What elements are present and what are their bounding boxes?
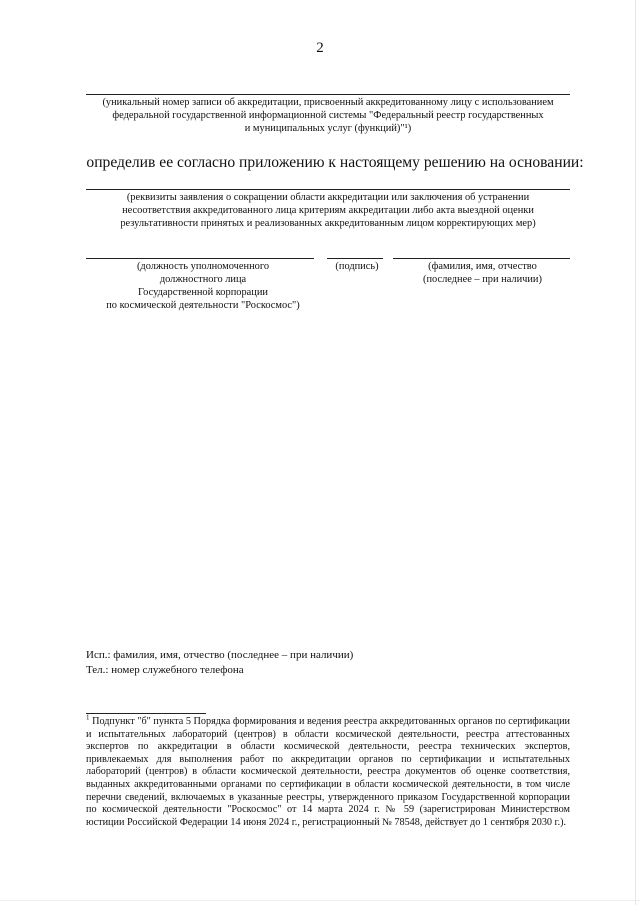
signature-sign-caption: (подпись): [335, 261, 379, 272]
scan-edge-right: [635, 0, 636, 905]
caption-line: федеральной государственной информационной системы "Федеральный реестр государственных: [112, 110, 544, 121]
accreditation-number-caption: [86, 96, 570, 135]
caption-line: (реквизиты заявления о сокращении области аккредитации или заключения об устранении: [126, 192, 530, 203]
signature-position-caption: [92, 260, 314, 312]
basis-caption: [86, 191, 570, 230]
executor-phone: Тел.: номер служебного телефона: [86, 664, 244, 676]
main-statement: определив ее согласно приложению к настоящему решению на основании:: [86, 154, 584, 171]
caption-line: и муниципальных услуг (функций)"¹): [244, 123, 412, 134]
signature-name-line: [393, 258, 570, 259]
footnote-separator: [86, 713, 206, 714]
caption-line: должностного лица: [159, 274, 247, 285]
executor-name: Исп.: фамилия, имя, отчество (последнее – при наличии): [86, 649, 354, 661]
caption-line: (фамилия, имя, отчество: [428, 261, 537, 272]
caption-line: (должность уполномоченного: [136, 261, 270, 272]
accreditation-number-line: [86, 94, 570, 95]
executor-block: [86, 648, 353, 678]
caption-line: Государственной корпорации: [138, 287, 268, 298]
footnote-marker: 1: [86, 713, 90, 722]
caption-line: несоответствия аккредитованного лица критериям аккредитации либо акта выездной оценки: [122, 205, 534, 216]
scan-edge-bottom: [0, 900, 640, 901]
signature-position-line: [86, 258, 314, 259]
basis-line: [86, 189, 570, 190]
caption-line: результативности принятых и реализованных аккредитованным лицом корректирующих мер): [120, 218, 536, 229]
signature-sign-line: [327, 258, 383, 259]
footnote: [86, 713, 571, 829]
caption-line: (уникальный номер записи об аккредитации, присвоенный аккредитованному лицу с использованием: [102, 97, 554, 108]
page-number: 2: [316, 40, 324, 56]
footnote-text: Подпункт "б" пункта 5 Порядка формирования и ведения реестра аккредитованных органов по сертификации и испытательных лабораторий (центров) в области космической деятельности, реестра аттестованных экспертов по аккредитации в области космической деятельности, реестра технических экспертов, привлекаемых для выполнения работ по аккредитации органов по сертификации и испытательных лабораторий (центров) в области космической деятельности, реестра документов об оценке соответствия, выданных аккредитованными органами по сертификации в области космической деятельности, в том числе перечни сведений, включаемых в указанные реестры, утвержденного приказом Государственной корпорации по космической деятельности "Роскосмос" от 14 марта 2024 г. № 59 (зарегистрирован Министерством юстиции Российской Федерации 14 июня 2024 г., регистрационный № 78548, действует до 1 сентября 2030 г.).: [86, 716, 571, 828]
signature-name-caption: [395, 260, 570, 286]
caption-line: по космической деятельности "Роскосмос"): [106, 300, 300, 311]
caption-line: (последнее – при наличии): [423, 274, 542, 285]
